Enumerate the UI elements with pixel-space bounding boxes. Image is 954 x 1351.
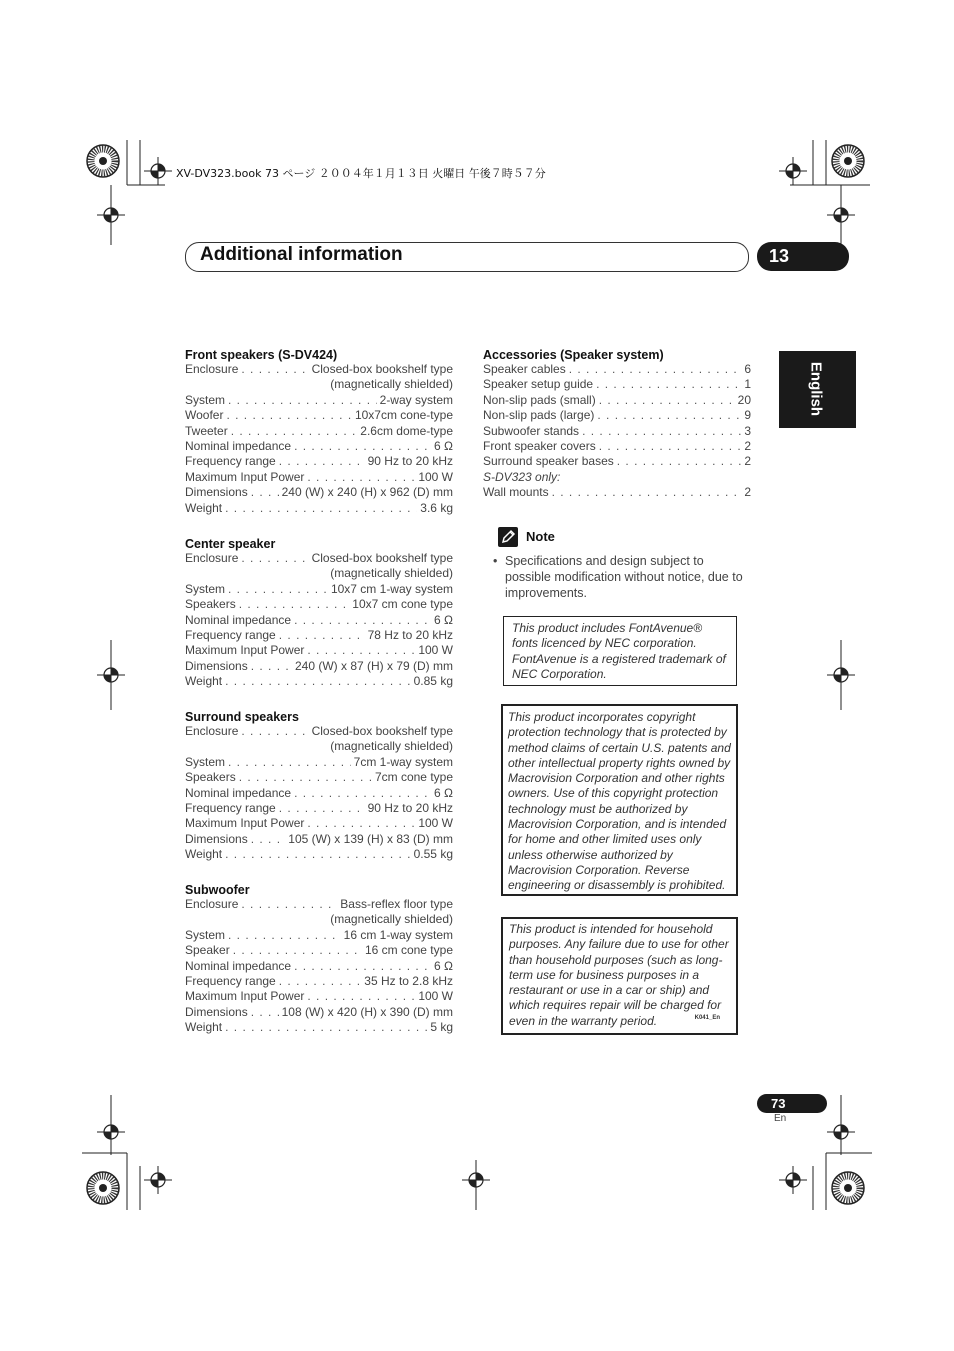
spec-continuation: (magnetically shielded) [330,566,453,581]
spec-continuation: (magnetically shielded) [330,912,453,927]
spec-value: 10x7cm cone-type [354,408,453,423]
spec-row [185,659,453,674]
spec-row [185,832,453,847]
dot-leader [599,439,742,454]
spec-row [185,424,453,439]
dot-leader [599,393,735,408]
dot-leader [307,643,415,658]
spec-label: Dimensions [185,658,248,673]
dot-leader [226,408,351,423]
spec-value: 6 Ω [434,958,453,973]
dot-leader [596,377,741,392]
accessories-section [483,348,751,501]
spec-row [185,582,453,597]
spec-label: Frequency range [185,454,276,469]
spec-label: Dimensions [185,831,248,846]
dot-leader [239,770,372,785]
spec-value: 6 Ω [434,439,453,454]
spec-value: 100 W [418,989,453,1004]
spec-label: Frequency range [185,801,276,816]
spec-row [185,943,453,958]
dot-leader [294,439,431,454]
spec-label: System [185,581,226,596]
spec-label: Enclosure [185,897,239,911]
spec-row [185,439,453,454]
spec-value: 2 [744,439,751,454]
dot-leader [597,408,741,423]
spec-row [185,801,453,816]
dot-leader [251,832,286,847]
spec-row [185,597,453,612]
dot-leader [279,801,365,816]
spec-row [185,1020,453,1035]
spec-row [185,454,453,469]
household-use-notice-box [501,917,738,1035]
note-item [493,553,753,601]
dot-leader [228,755,351,770]
dot-leader [241,897,337,912]
spec-label: Nominal impedance [185,439,292,454]
spec-value: 90 Hz to 20 kHz [367,454,453,469]
spec-value: Closed-box bookshelf type [311,362,453,376]
page-number-badge: 73 [757,1094,827,1113]
spec-list [185,362,453,516]
dot-leader [582,424,741,439]
spec-label: Speaker cables [483,362,566,376]
spec-label: Maximum Input Power [185,643,305,658]
spec-value: 20 [737,392,751,407]
section-title: Surround speakers [185,710,299,724]
spec-subheading: S-DV323 only: [483,469,561,484]
spec-value: 16 cm cone type [364,943,453,958]
dot-leader [225,1020,427,1035]
dot-leader [239,597,350,612]
dot-leader [241,551,308,566]
section-title: Front speakers (S-DV424) [185,348,338,362]
dot-leader [617,454,742,469]
dot-leader [225,674,410,689]
dot-leader [228,582,328,597]
spec-row [185,551,453,566]
spec-value: 0.85 kg [413,674,453,689]
spec-label: Nominal impedance [185,958,292,973]
spec-label: Maximum Input Power [185,469,305,484]
spec-row [483,408,751,423]
spec-row [483,377,751,392]
language-tab-label: English [807,361,825,417]
spec-label: Maximum Input Power [185,816,305,831]
spec-row [185,928,453,943]
spec-row [483,485,751,500]
spec-row [185,613,453,628]
center-speaker-section [185,537,453,690]
spec-label: Surround speaker bases [483,454,614,469]
spec-row [185,393,453,408]
notice-code: K041_En [694,1014,720,1021]
spec-value: 2 [744,454,751,469]
page-language: En [774,1113,787,1124]
spec-row [185,643,453,658]
spec-value: 240 (W) x 87 (H) x 79 (D) mm [294,658,453,673]
spec-row [185,724,453,739]
spec-value: Bass-reflex floor type [340,897,453,911]
subwoofer-section [185,883,453,1036]
dot-leader [251,1005,279,1020]
spec-label: Speakers [185,770,236,785]
dot-leader [241,362,308,377]
spec-value: 90 Hz to 20 kHz [367,801,453,816]
spec-value: 1 [744,377,751,392]
spec-value: 78 Hz to 20 kHz [367,628,453,643]
page-title: Additional information [200,244,403,265]
section-title: Center speaker [185,537,276,551]
front-speakers-section [185,348,453,516]
dot-leader [225,501,417,516]
spec-value: 6 [744,362,751,376]
spec-list [185,897,453,1036]
fontavenue-notice-box: This product includes FontAvenue® fonts licenced by NEC corporation. FontAvenue is a registered trademark of NEC Corporation. [503,616,737,686]
spec-label: Maximum Input Power [185,989,305,1004]
spec-value: 2-way system [379,392,453,407]
spec-label: Non-slip pads (large) [483,408,595,423]
spec-row [185,974,453,989]
spec-label: Speaker [185,943,230,958]
dot-leader [294,786,431,801]
spec-value: 2 [744,485,751,500]
spec-value: 100 W [418,643,453,658]
spec-row [185,408,453,423]
dot-leader [279,454,365,469]
spec-row [185,786,453,801]
spec-label: Weight [185,500,223,515]
spec-row [185,989,453,1004]
spec-list [185,551,453,690]
spec-value: 3 [744,423,751,438]
dot-leader [279,974,362,989]
spec-label: Subwoofer stands [483,423,580,438]
spec-value: Closed-box bookshelf type [311,551,453,565]
language-tab [779,351,856,428]
spec-value: 100 W [418,816,453,831]
spec-value: 2.6cm dome-type [360,423,453,438]
dot-leader [307,816,415,831]
spec-row [483,393,751,408]
spec-value: 7cm 1-way system [353,754,453,769]
spec-value: 100 W [418,469,453,484]
spec-label: Frequency range [185,628,276,643]
dot-leader [241,724,308,739]
spec-row [483,424,751,439]
spec-row [185,897,453,912]
spec-row [185,501,453,516]
note-pencil-icon [498,527,518,547]
spec-label: Enclosure [185,724,239,738]
spec-value: 6 Ω [434,612,453,627]
spec-value: 9 [744,408,751,423]
spec-value: 6 Ω [434,785,453,800]
spec-row [185,959,453,974]
spec-row [483,439,751,454]
spec-label: Dimensions [185,485,248,500]
spec-label: System [185,927,226,942]
spec-row [185,674,453,689]
spec-label: System [185,754,226,769]
spec-label: Nominal impedance [185,612,292,627]
household-notice-text: This product is intended for household purposes. Any failure due to use for other than household purposes (such as long-term use for business purposes in a restaurant or use in a car or ship) and which requires repair will be charged for even in the warranty period. [509,922,729,1028]
spec-row [185,770,453,785]
dot-leader [307,470,415,485]
dot-leader [228,928,341,943]
dot-leader [552,485,742,500]
bullet: • [493,554,498,568]
spec-label: Dimensions [185,1004,248,1019]
section-title: Subwoofer [185,883,250,897]
spec-label: Wall mounts [483,485,549,500]
spec-value: 16 cm 1-way system [343,927,453,942]
dot-leader [251,485,279,500]
dot-leader [307,989,415,1004]
spec-label: Speaker setup guide [483,377,594,392]
spec-row [185,1005,453,1020]
note-title: Note [526,529,555,544]
book-info-line: XV-DV323.book 73 ページ ２００４年１月１３日 火曜日 午後７時５７分 [176,167,546,180]
spec-label: Enclosure [185,551,239,565]
dot-leader [228,393,377,408]
spec-value: 10x7 cm cone type [352,597,453,612]
section-title: Accessories (Speaker system) [483,348,664,362]
spec-label: Frequency range [185,974,276,989]
spec-list [483,362,751,501]
dot-leader [225,847,410,862]
spec-value: 7cm cone type [374,770,453,785]
spec-value: 3.6 kg [420,500,453,515]
spec-row [185,755,453,770]
surround-speakers-section [185,710,453,863]
dot-leader [233,943,362,958]
dot-leader [294,613,431,628]
spec-row [185,816,453,831]
spec-row [185,362,453,377]
spec-value: 240 (W) x 240 (H) x 962 (D) mm [281,485,453,500]
spec-label: Woofer [185,408,224,423]
spec-value: 5 kg [430,1020,453,1035]
spec-continuation: (magnetically shielded) [330,739,453,754]
spec-label: Non-slip pads (small) [483,392,596,407]
spec-value: 0.55 kg [413,847,453,862]
spec-value: 10x7 cm 1-way system [330,581,453,596]
spec-continuation: (magnetically shielded) [330,377,453,392]
spec-label: Weight [185,1020,223,1035]
chapter-badge: 13 [757,242,849,271]
spec-label: Nominal impedance [185,785,292,800]
spec-label: Weight [185,847,223,862]
spec-row [185,485,453,500]
dot-leader [251,659,292,674]
spec-value: 108 (W) x 420 (H) x 390 (D) mm [281,1004,453,1019]
dot-leader [279,628,365,643]
spec-label: Speakers [185,597,236,612]
dot-leader [231,424,358,439]
spec-row [483,362,751,377]
spec-label: Tweeter [185,423,228,438]
dot-leader [294,959,431,974]
spec-value: 105 (W) x 139 (H) x 83 (D) mm [288,831,453,846]
spec-list [185,724,453,863]
note-text: Specifications and design subject to possible modification without notice, due to improvements. [505,554,743,600]
spec-row [185,628,453,643]
spec-label: Weight [185,674,223,689]
spec-label: System [185,392,226,407]
spec-row [185,470,453,485]
spec-label: Front speaker covers [483,439,596,454]
dot-leader [569,362,742,377]
spec-row [483,454,751,469]
spec-value: Closed-box bookshelf type [311,724,453,738]
spec-value: 35 Hz to 2.8 kHz [364,974,453,989]
spec-row [185,847,453,862]
macrovision-notice-box: This product incorporates copyright protection technology that is protected by method claims of certain U.S. patents and other intellectual property rights owned by Macrovision Corporation and other rights owners. Use of this copyright protection technology must be authorized by Macrovision Corporation, and is intended for home and other limited uses only unless otherwise authorized by Macrovision Corporation. Reverse engineering or disassembly is prohibited. [501,704,738,896]
spec-label: Enclosure [185,362,239,376]
